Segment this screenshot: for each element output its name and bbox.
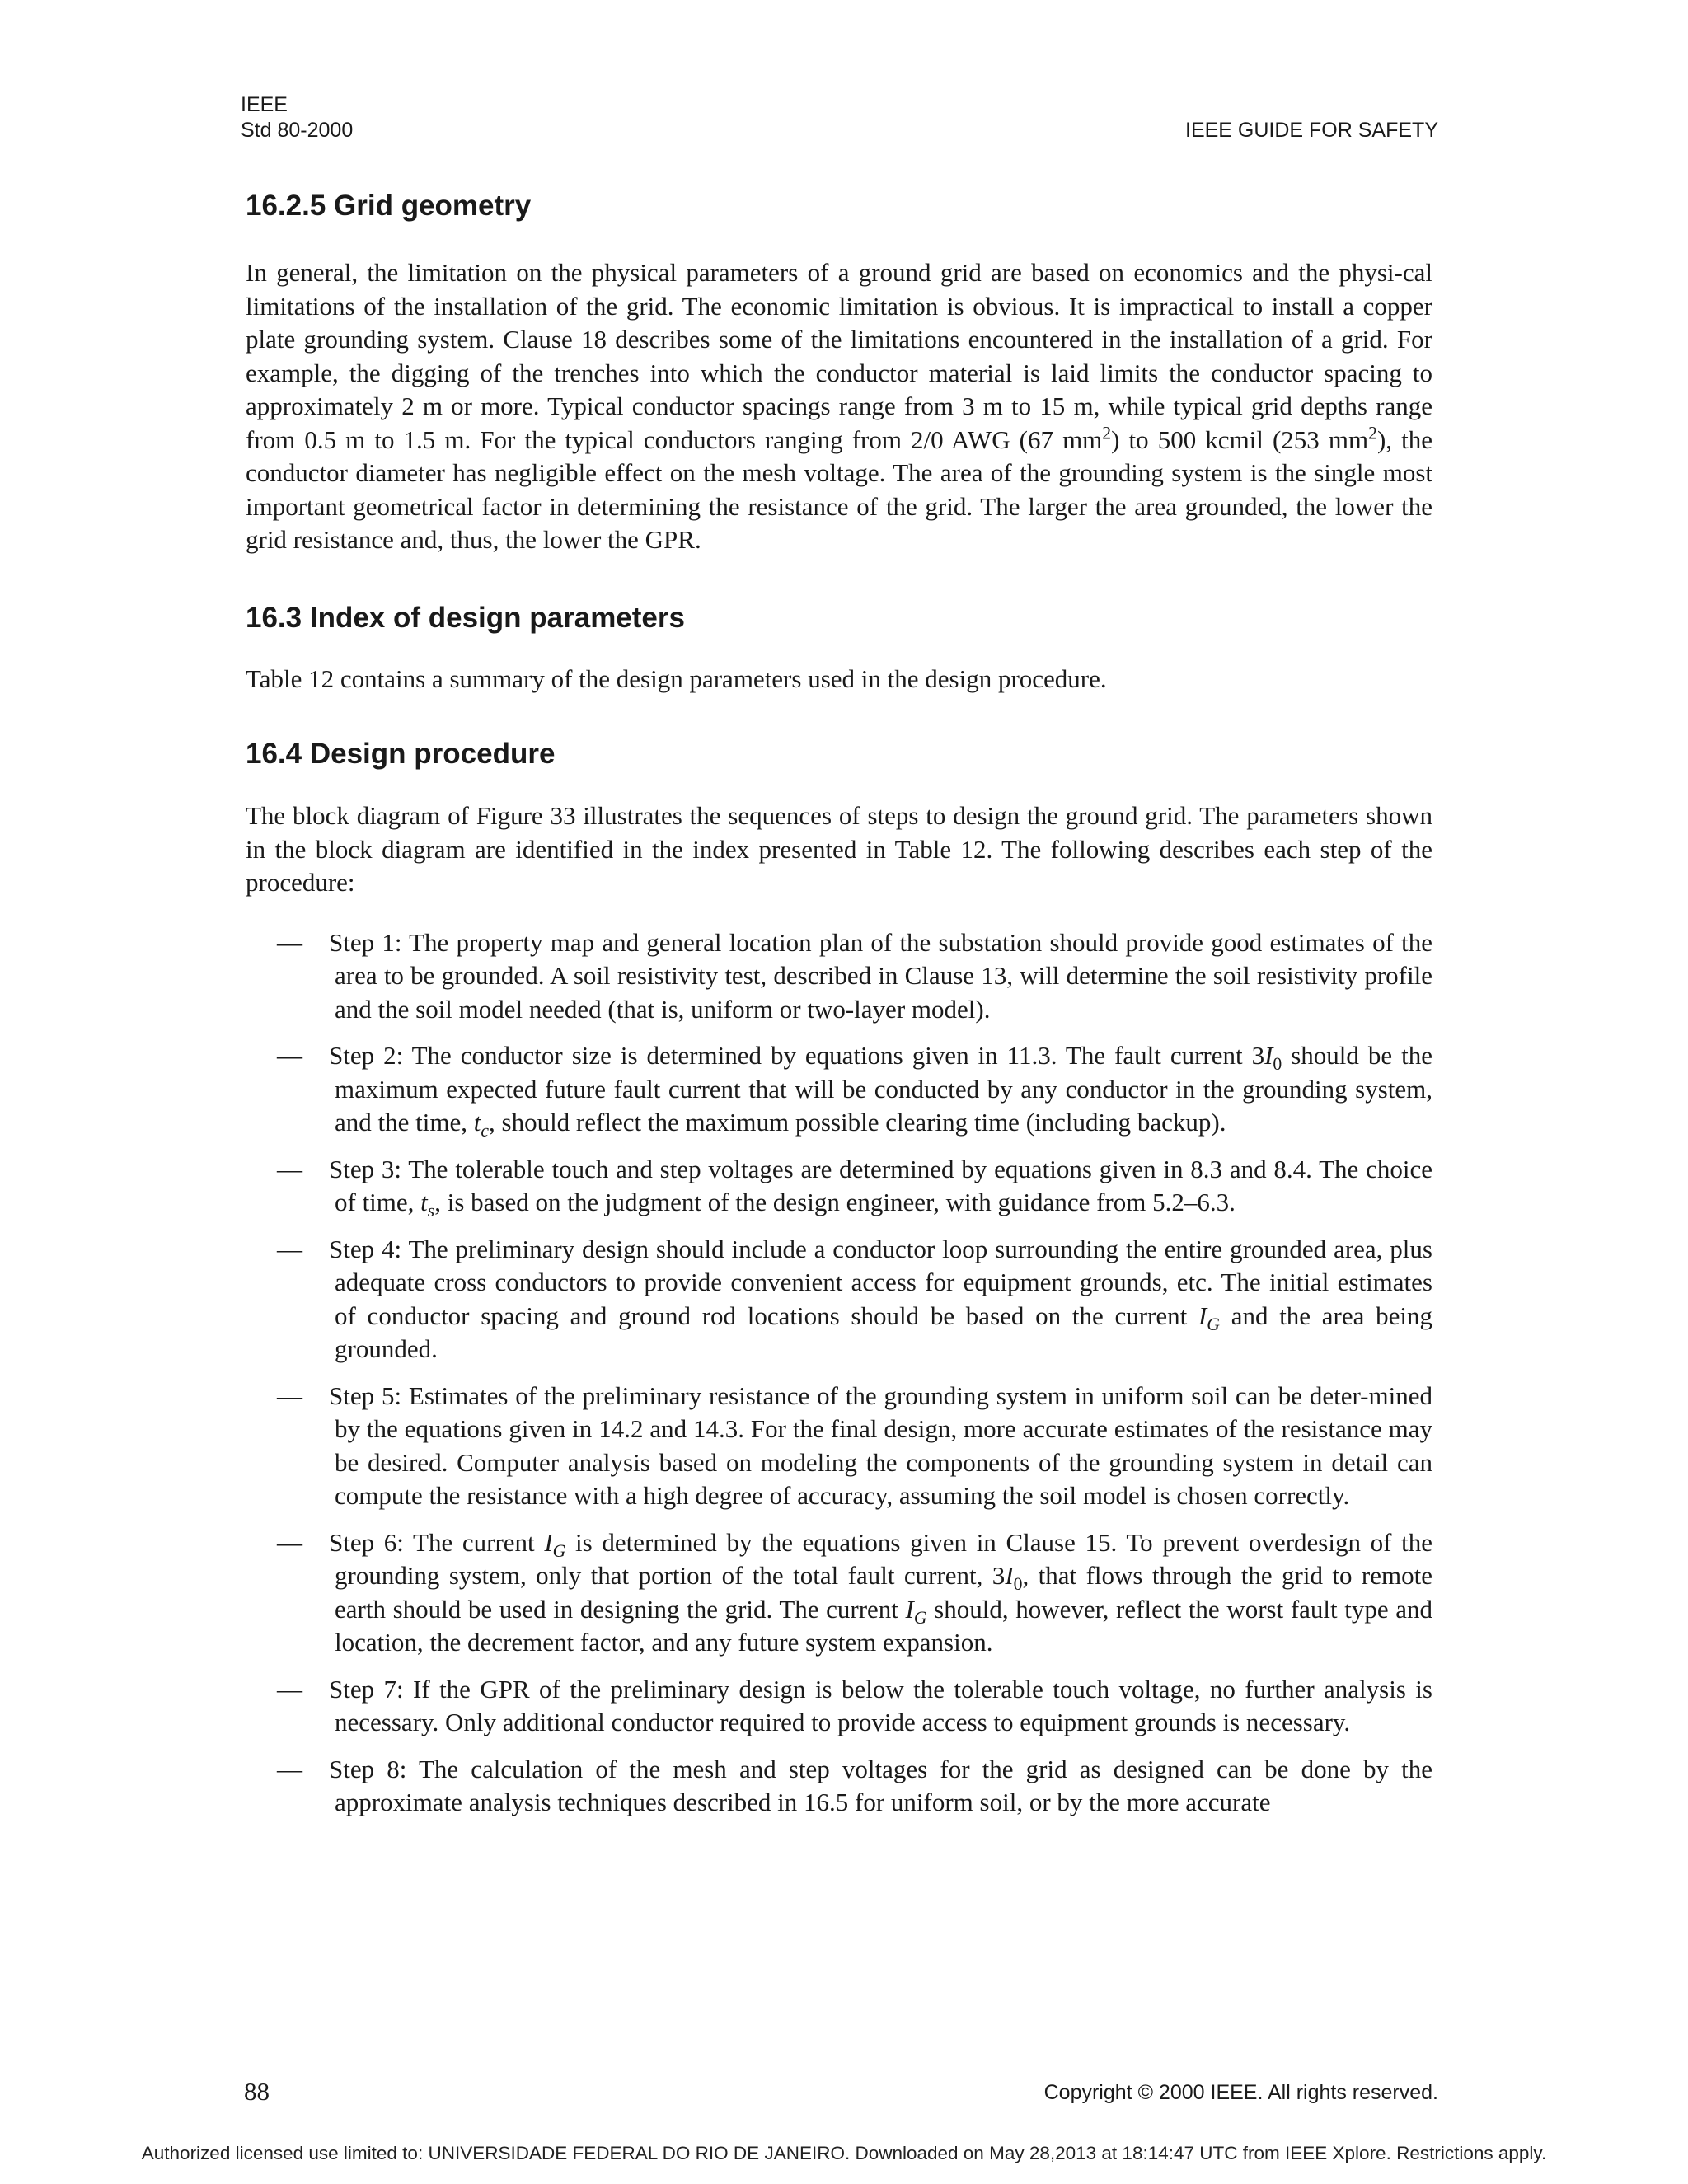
- list-item: — Step 5: Estimates of the preliminary resistance of the grounding system in uniform soil can be deter-mined by the equations given in 14.2 and 14.3. For the final design, more accurate estimates of the resistance may be desired. Computer analysis based on modeling the components of the grounding system in detail can compute the resistance with a high degree of accuracy, assuming the soil model is chosen correctly.: [277, 1380, 1432, 1510]
- list-dash: —: [277, 1234, 302, 1263]
- list-dash: —: [277, 1380, 302, 1410]
- list-dash: —: [277, 1527, 302, 1557]
- header-running-title: IEEE GUIDE FOR SAFETY: [1185, 119, 1438, 142]
- procedure-step-list: [246, 926, 1432, 1820]
- page-number: 88: [244, 2077, 270, 2106]
- list-dash: —: [277, 1674, 302, 1704]
- header-std: Std 80-2000: [241, 119, 354, 142]
- list-item: — Step 6: The current $I_G$ is determined by the equations given in Clause 15. To prevent overdesign of the grounding system, only that portion of the total fault current, $3I_0$, that flows through the grid to remote earth should be used in designing the grid. The current $I_G$ should, however, reflect the worst fault type and location, the decrement factor, and any future system expansion.: [277, 1527, 1432, 1657]
- list-dash: —: [277, 927, 302, 957]
- list-item: — Step 4: The preliminary design should include a conductor loop surrounding the entire grounded area, plus adequate cross conductors to provide convenient access for equipment grounds, etc. The initial estimates of conductor spacing and ground rod locations should be based on the current $I_G$ and the area being grounded.: [277, 1234, 1432, 1363]
- header-std-id: [241, 92, 353, 143]
- grid-geometry-paragraph: In general, the limitation on the physical parameters of a ground grid are based on economics and the physi-cal limitations of the installation of the grid. The economic limitation is obvious. It is impractical to install a copper plate grounding system. Clause 18 describes some of the limitations encountered in the installation of a grid. For example, the digging of the trenches into which the conductor material is laid limits the conductor spacing to approximately 2 m or more. Typical conductor spacings range from 3 m to 15 m, while typical grid depths range from 0.5 m to 1.5 m. For the typical conductors ranging from 2/0 AWG (67 $mm^2$) to 500 kcmil (253 $mm^2$), the conductor diameter has negligible effect on the mesh voltage. The area of the grounding system is the single most important geometrical factor in determining the resistance of the grid. The larger the area grounded, the lower the grid resistance and, thus, the lower the GPR.: [246, 258, 1432, 554]
- procedure-intro-paragraph: The block diagram of Figure 33 illustrates the sequences of steps to design the ground grid. The parameters shown in the block diagram are identified in the index presented in Table 12. The following describes each step of the procedure:: [246, 801, 1432, 897]
- list-dash: —: [277, 1154, 302, 1183]
- page-body: [246, 188, 1432, 1833]
- section-heading-index: 16.3 Index of design parameters: [246, 601, 685, 634]
- index-paragraph: Table 12 contains a summary of the design parameters used in the design procedure.: [246, 663, 1107, 693]
- copyright-notice: Copyright © 2000 IEEE. All rights reserved.: [1043, 2081, 1438, 2104]
- list-item: — Step 8: The calculation of the mesh and step voltages for the grid as designed can be done by the approximate analysis techniques described in 16.5 for uniform soil, or by the more accurate: [277, 1754, 1432, 1816]
- license-notice: Authorized licensed use limited to: UNIVERSIDADE FEDERAL DO RIO DE JANEIRO. Downloaded on May 28,2013 at 18:14:47 UTC from IEEE Xplore. Restrictions apply.: [141, 2143, 1547, 2163]
- list-dash: —: [277, 1754, 302, 1783]
- list-item: — Step 2: The conductor size is determined by equations given in 11.3. The fault current $3I_0$ should be the maximum expected future fault current that will be conducted by any conductor in the grounding system, and the time, $t_c$, should reflect the maximum possible clearing time (including backup).: [277, 1041, 1432, 1141]
- list-item: — Step 7: If the GPR of the preliminary design is below the tolerable touch voltage, no further analysis is necessary. Only additional conductor required to provide access to equipment grounds is necessary.: [277, 1674, 1432, 1736]
- list-item: — Step 1: The property map and general location plan of the substation should provide good estimates of the area to be grounded. A soil resistivity test, described in Clause 13, will determine the soil resistivity profile and the soil model needed (that is, uniform or two-layer model).: [277, 927, 1432, 1024]
- list-item: — Step 3: The tolerable touch and step voltages are determined by equations given in 8.3 and 8.4. The choice of time, $t_s$, is based on the judgment of the design engineer, with guidance from 5.2–6.3.: [277, 1154, 1432, 1221]
- section-heading-design-procedure: 16.4 Design procedure: [246, 738, 556, 770]
- header-org: IEEE: [241, 93, 288, 116]
- list-dash: —: [277, 1041, 302, 1070]
- section-heading-grid-geometry: 16.2.5 Grid geometry: [246, 190, 532, 222]
